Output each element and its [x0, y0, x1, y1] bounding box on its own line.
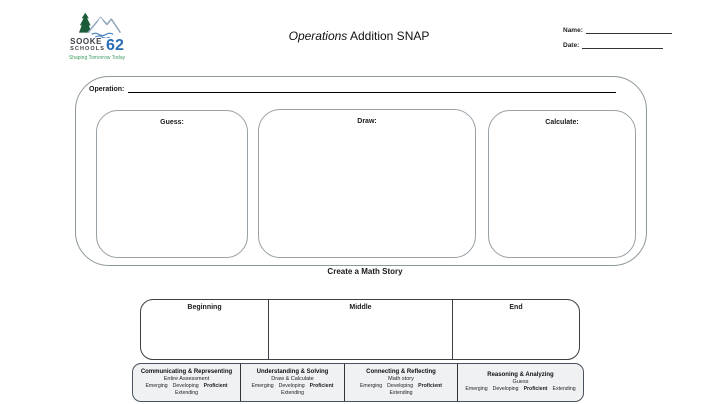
rubric-cell-reasoning	[458, 364, 583, 401]
level-extending: Extending	[552, 386, 576, 393]
level-developing: Developing	[278, 382, 305, 389]
date-field-line[interactable]	[582, 41, 663, 49]
date-field-label: Date:	[563, 42, 580, 49]
story-box	[140, 299, 580, 360]
page-title-rest: Addition SNAP	[347, 29, 430, 43]
logo-text-sooke: SOOKE	[70, 37, 103, 46]
rubric-levels	[246, 383, 339, 397]
rubric-cell-communicating	[133, 364, 241, 401]
rubric-levels	[350, 383, 452, 397]
rubric-subtitle: Entire Assessment	[163, 375, 210, 382]
rubric-title: Connecting & Reflecting	[366, 368, 436, 375]
calculate-box[interactable]	[488, 110, 636, 258]
guess-box-label: Guess:	[160, 119, 184, 126]
level-developing: Developing	[387, 382, 414, 389]
name-field-label: Name:	[563, 27, 583, 34]
name-field	[563, 26, 672, 34]
level-proficient: Proficient	[523, 386, 548, 393]
rubric-subtitle: Guess	[512, 379, 529, 386]
logo-text-schools: SCHOOLS	[70, 46, 106, 52]
rubric-subtitle: Math story	[388, 375, 414, 382]
level-emerging: Emerging	[251, 382, 274, 389]
name-field-line[interactable]	[586, 26, 672, 34]
story-column-middle[interactable]: Middle	[269, 300, 453, 359]
level-proficient: Proficient	[203, 382, 228, 389]
rubric-cell-understanding	[241, 364, 345, 401]
level-extending: Extending	[389, 389, 413, 396]
date-field	[563, 41, 663, 49]
rubric-cell-connecting	[345, 364, 458, 401]
operation-row	[89, 84, 616, 93]
assessment-rubric	[132, 363, 584, 402]
level-emerging: Emerging	[359, 382, 383, 389]
level-developing: Developing	[172, 382, 199, 389]
page-title-italic: Operations	[288, 29, 348, 43]
story-column-end[interactable]: End	[509, 304, 523, 311]
level-extending: Extending	[174, 389, 199, 396]
level-emerging: Emerging	[465, 386, 488, 393]
draw-box[interactable]	[258, 109, 476, 258]
logo-number-62: 62	[106, 36, 124, 54]
operation-fill-line[interactable]	[128, 84, 616, 93]
rubric-title: Understanding & Solving	[256, 368, 329, 375]
level-proficient: Proficient	[418, 382, 443, 389]
draw-box-label: Draw:	[357, 118, 377, 125]
rubric-title: Communicating & Representing	[140, 368, 233, 375]
rubric-levels	[138, 383, 235, 397]
rubric-title: Reasoning & Analyzing	[487, 372, 554, 379]
level-developing: Developing	[492, 386, 519, 393]
level-emerging: Emerging	[145, 382, 168, 389]
calculate-box-label: Calculate:	[545, 119, 579, 126]
story-column-beginning[interactable]: Beginning	[141, 300, 269, 359]
level-proficient: Proficient	[309, 382, 334, 389]
rubric-subtitle: Draw & Calculate	[271, 375, 314, 382]
level-extending: Extending	[280, 389, 305, 396]
worksheet-main-panel	[75, 76, 647, 266]
logo-tagline: Shaping Tomorrow Today	[68, 54, 126, 61]
operation-label: Operation:	[89, 86, 125, 93]
story-heading: Create a Math Story	[327, 267, 403, 276]
guess-box[interactable]	[96, 110, 248, 258]
rubric-levels	[465, 386, 575, 393]
